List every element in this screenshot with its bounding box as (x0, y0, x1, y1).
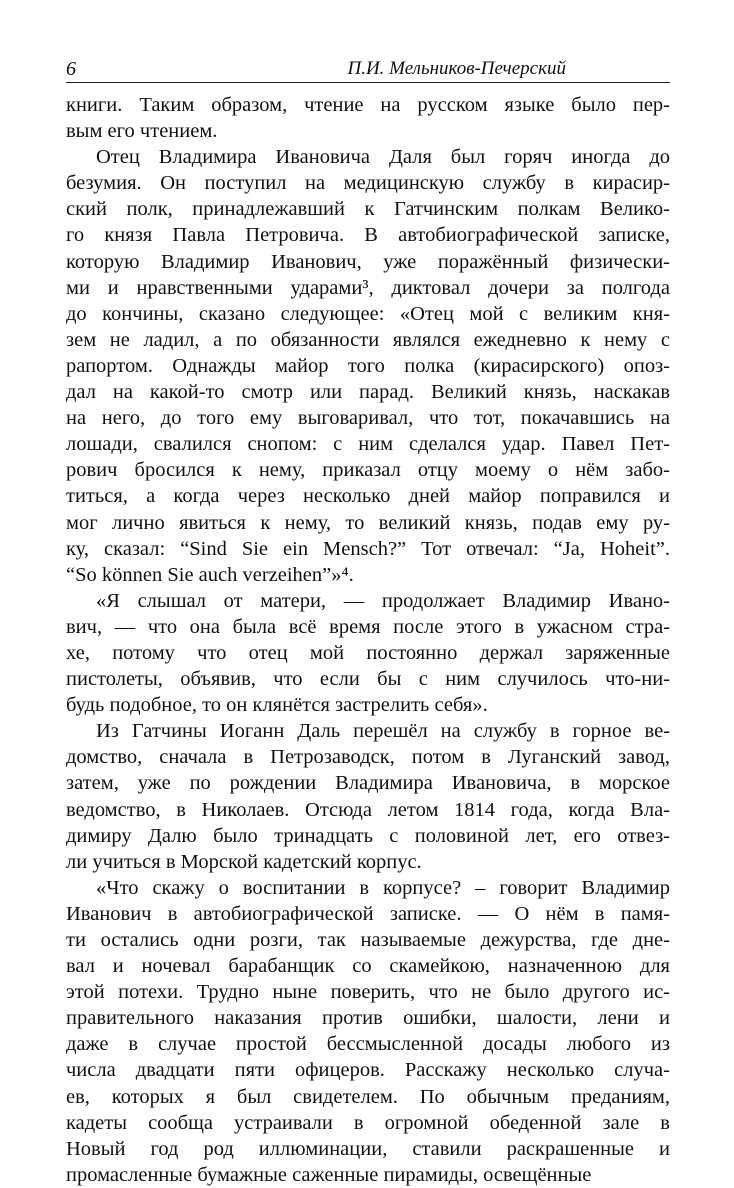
text-line: книги. Таким образом, чтение на русском языке было пер- (66, 94, 670, 116)
text-line: ку, сказал: “Sind Sie ein Mensch?” Тот отвечал: “Ja, Hoheit”. (66, 537, 670, 560)
text-line: лошади, свалился снопом: с ним сделался удар. Павел Пет- (66, 433, 670, 456)
text-line: числа двадцати пяти офицеров. Расскажу несколько случа- (66, 1059, 670, 1082)
text-line: даже в случае простой бессмысленной досады любого из (66, 1033, 670, 1056)
text-line: вал и ночевал барабанщик со скамейкою, назначенною для (66, 955, 670, 978)
text-line: ли учиться в Морской кадетский корпус. (66, 850, 422, 873)
text-line: зем не ладил, а по обязанности являлся ежедневно к нему с (66, 328, 670, 351)
text-line: ский полк, принадлежавший к Гатчинским полкам Велико- (66, 198, 670, 221)
text-line: безумия. Он поступил на медицинскую службу в кирасир- (66, 172, 670, 195)
text-line: пистолеты, объявив, что если бы с ним случилось что-ни- (66, 668, 670, 691)
text-line: этой потехи. Трудно ныне поверить, что не было другого ис- (66, 981, 670, 1004)
text-line: до кончины, сказано следующее: «Отец мой с великим кня- (66, 302, 670, 325)
text-line: мог лично явиться к нему, то великий князь, подав ему ру- (66, 511, 670, 534)
text-line: кадеты сообща устраивали в огромной обеденной зале в (66, 1111, 670, 1134)
text-line: Из Гатчины Иоганн Даль перешёл на службу в горное ве- (96, 720, 670, 743)
paragraph (66, 718, 670, 875)
text-line: ти остались одни розги, так называемые дежурства, где дне- (66, 929, 670, 951)
text-line: «Я слышал от матери, — продолжает Владимир Ивано- (96, 589, 670, 612)
body-text (66, 92, 670, 1188)
text-line: домство, сначала в Петрозаводск, потом в Луганский завод, (66, 746, 670, 769)
paragraph (66, 92, 670, 144)
text-line: которую Владимир Иванович, уже поражённый физически- (66, 250, 670, 273)
text-line: титься, а когда через несколько дней майор поправился и (66, 485, 670, 508)
text-line: рович бросился к нему, приказал отцу моему о нём забо- (66, 459, 670, 482)
text-line: го князя Павла Петровича. В автобиографической записке, (66, 224, 670, 247)
text-line: Отец Владимира Ивановича Даля был горяч иногда до (96, 146, 670, 169)
text-line: промасленные бумажные саженные пирамиды, освещённые (66, 1163, 592, 1186)
text-line: ев, которых я был свидетелем. По обычным преданиям, (66, 1085, 670, 1108)
text-line: Иванович в автобиографической записке. — О нём в памя- (66, 902, 670, 925)
text-line: «Что скажу о воспитании в корпусе? – говорит Владимир (96, 876, 670, 899)
running-head: П.И. Мельников-Печерский (347, 58, 566, 79)
page-number: 6 (66, 58, 76, 80)
paragraph (66, 588, 670, 718)
text-line: вич, — что она была всё время после этого в ужасном стра- (66, 615, 670, 638)
text-line: вым его чтением. (66, 120, 218, 143)
text-line: будь подобное, то он клянётся застрелить себя». (66, 694, 488, 717)
paragraph (66, 144, 670, 588)
text-line: правительного наказания против ошибки, шалости, лени и (66, 1007, 670, 1030)
text-line: ведомство, в Николаев. Отсюда летом 1814 года, когда Вла- (66, 798, 670, 821)
page-header (66, 52, 670, 83)
text-line: затем, уже по рождении Владимира Ивановича, в морское (66, 772, 670, 795)
text-line: димиру Далю было тринадцать с половиной лет, его отвез- (66, 824, 670, 847)
text-line: Новый год род иллюминации, ставили раскрашенные и (66, 1137, 670, 1160)
text-line: ми и нравственными ударами³, диктовал дочери за полгода (66, 276, 670, 299)
text-line: дал на какой-то смотр или парад. Великий князь, наскакав (66, 381, 670, 404)
text-line: на него, до того ему выговаривал, что тот, покачавшись на (66, 407, 670, 430)
paragraph (66, 875, 670, 1188)
text-line: “So können Sie auch verzeihen”»⁴. (66, 563, 354, 586)
text-line: рапортом. Однажды майор того полка (кирасирского) опоз- (66, 354, 670, 377)
text-line: хе, потому что отец мой постоянно держал заряженные (66, 641, 670, 664)
